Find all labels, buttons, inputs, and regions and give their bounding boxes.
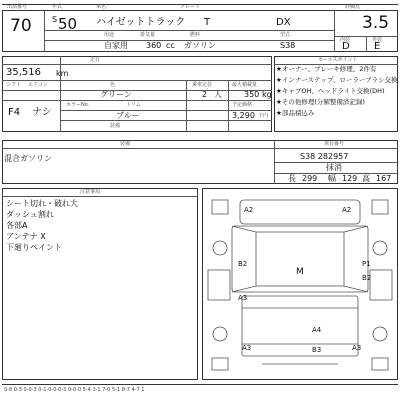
grade-label: グレード [180, 4, 201, 10]
model-label: 型式 [280, 32, 291, 38]
capacity-unit: 人 [214, 90, 222, 99]
sales-point-item: ★インナーステップ、ローラーブラシ交換 [276, 76, 398, 84]
trim-label: トリム [126, 102, 142, 108]
damage-mark: B2 [362, 274, 372, 282]
chassis-label: 車台番号 [324, 141, 345, 147]
load-unit: kg [262, 90, 272, 99]
lot-number: 70 [10, 16, 32, 36]
price-unit: 千円 [258, 113, 269, 119]
damage-mark: B2 [238, 260, 248, 268]
displacement-value: 360 [146, 41, 162, 50]
dim-length: 299 [302, 174, 318, 183]
sales-point-item: ★部品積込み [276, 109, 315, 117]
vehicle-diagram [202, 188, 398, 380]
grade-letter: T [204, 17, 211, 28]
color-label: 色 [110, 82, 116, 88]
capacity-label: 乗車定員 [192, 82, 213, 88]
damage-mark: A2 [244, 206, 254, 214]
sales-point-item: ★キャブOH、ヘッドライト交換(DH) [276, 87, 385, 95]
damage-mark: B3 [312, 346, 322, 354]
sales-points-label: セールスポイント [318, 57, 358, 63]
load-label: 最大積載量 [232, 82, 258, 88]
car-name-label: 車名 [96, 4, 107, 10]
price-label: 予定価格 [232, 102, 253, 108]
ac-label: エアコン [28, 82, 48, 88]
sales-point-item: ★オーナー、ブレーキ修理、2件有 [276, 65, 377, 73]
ac-value: ナシ [32, 107, 52, 118]
model-value: S38 [280, 41, 296, 50]
exterior-label: 外装 [372, 37, 383, 43]
score: 3.5 [362, 13, 390, 33]
mileage-value: 35,516 [6, 67, 41, 78]
year-value: 50 [58, 15, 78, 33]
condition-note: アンテナ X [6, 232, 46, 241]
car-name: ハイゼットトラック [96, 17, 186, 28]
damage-mark: M [296, 267, 304, 277]
damage-mark: A3 [242, 344, 252, 352]
displacement-label: 排気量 [140, 32, 156, 38]
shift-value: F4 [8, 107, 21, 118]
color-value: グリーン [100, 90, 132, 99]
dim-width-label: 幅 [328, 174, 336, 183]
fuel-value: ガソリン [184, 41, 216, 50]
year-prefix: S [52, 15, 58, 24]
condition-note: シート切れ・破れ大 [6, 199, 78, 208]
damage-mark: P1 [362, 260, 371, 268]
sales-point-item: ★その他修理(分解整備済記録) [276, 98, 365, 106]
exterior-grade: E [374, 41, 381, 52]
mileage-label: 走行 [90, 57, 101, 63]
dim-height-label: 高 [362, 174, 370, 183]
interior-label: 内装 [340, 37, 351, 43]
equipment-text: 混合ガソリン [4, 154, 52, 163]
use-value: 自家用 [104, 41, 128, 50]
mileage-unit: km [56, 69, 69, 78]
dim-length-label: 長 [288, 174, 296, 183]
damage-mark: A3 [238, 294, 248, 302]
condition-label: 注意事項 [80, 189, 101, 195]
damage-mark: A2 [342, 206, 352, 214]
fuel-label: 燃料 [190, 32, 201, 38]
capacity-value: 2 [202, 90, 208, 99]
price-value: 3,290 [232, 111, 255, 120]
color-no-label: カラーNo. [66, 102, 90, 108]
equipment-label: 装備 [110, 123, 121, 129]
use-label: 用途 [104, 32, 115, 38]
dim-height: 167 [376, 174, 392, 183]
equipment-header: 装備 [120, 141, 131, 147]
load-value: 350 [244, 90, 260, 99]
year-label: 年式 [52, 4, 63, 10]
dim-width: 129 [342, 174, 358, 183]
displacement-unit: cc [166, 41, 175, 50]
damage-mark: A4 [312, 326, 322, 334]
trim-value: ブルー [116, 111, 140, 120]
interior-grade: D [342, 41, 350, 52]
shift-label: シフト [6, 82, 22, 88]
footer-code: S-8 0-3 0-0-3 0-1-0-0-0-3 0-0-0 5-4 3-1 7-0 5-1 8-7 4-7 1 [4, 387, 145, 393]
damage-mark: A3 [352, 344, 362, 352]
condition-note: 各部A [6, 221, 28, 230]
grade: DX [276, 17, 291, 28]
inspection-text: 抹消 [326, 163, 342, 172]
chassis-number: S38 282957 [300, 152, 349, 161]
condition-note: ダッシュ割れ [6, 210, 54, 219]
lot-label: 出品番号 [7, 4, 28, 10]
condition-note: 下廻りペイント [6, 243, 62, 252]
score-label: 評価点 [345, 4, 361, 10]
